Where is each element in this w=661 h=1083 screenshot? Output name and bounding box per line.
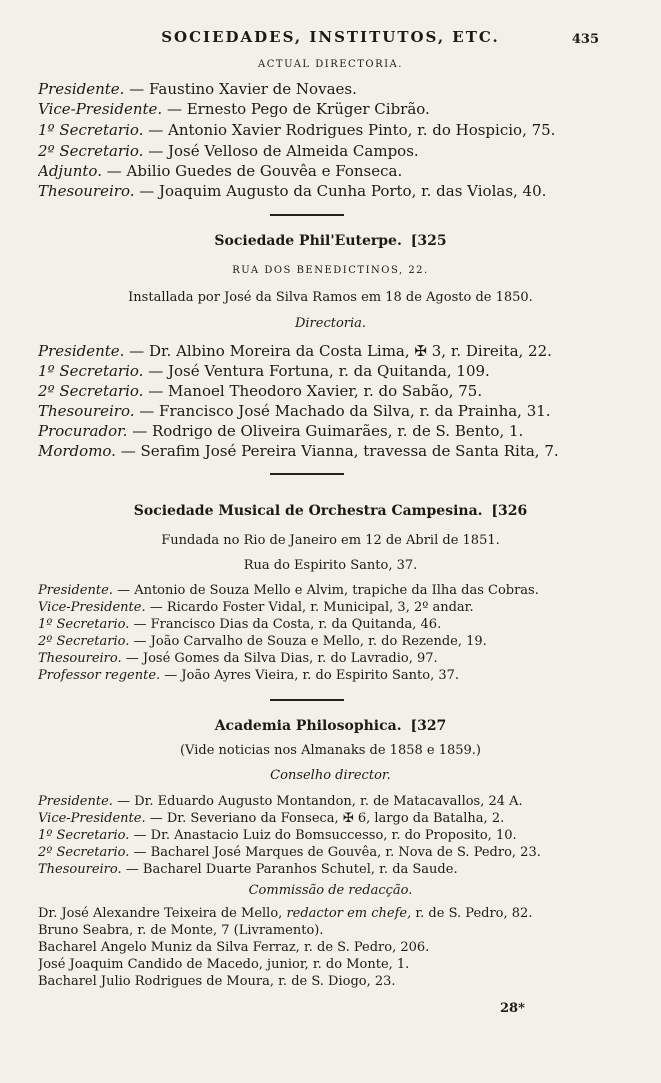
- member-text: — Bacharel Duarte Paranhos Schutel, r. da Saude.: [125, 862, 458, 877]
- board-heading: Directoria.: [294, 316, 367, 331]
- member-line: [38, 441, 608, 461]
- member-role: Thesoureiro.: [38, 651, 122, 666]
- section-subtitle: ACTUAL DIRECTORIA.: [258, 59, 403, 70]
- member-text: — Dr. Albino Moreira da Costa Lima, ✠ 3, r. Direita, 22.: [129, 342, 552, 360]
- member-line: [38, 844, 608, 861]
- member-text: — José Velloso de Almeida Campos.: [148, 142, 419, 160]
- member-role: Thesoureiro.: [38, 402, 135, 420]
- member-text: — Dr. Severiano da Fonseca, ✠ 6, largo da Batalha, 2.: [149, 811, 505, 826]
- member-line: [38, 120, 608, 140]
- member-role: 1º Secretario.: [38, 121, 144, 139]
- member-line: [38, 381, 608, 401]
- member-line: [38, 161, 608, 181]
- member-text: — Faustino Xavier de Novaes.: [129, 80, 357, 98]
- divider-rule: [270, 473, 344, 475]
- committee-address: r. de S. Pedro, 82.: [415, 906, 533, 921]
- section-founded: Fundada no Rio de Janeiro em 12 de Abril de 1851.: [161, 533, 500, 548]
- member-line: [38, 361, 608, 381]
- committee-line: [38, 956, 608, 973]
- section-note: (Vide noticias nos Almanaks de 1858 e 1859.): [179, 743, 482, 758]
- member-line: [38, 341, 608, 361]
- divider-rule: [270, 699, 344, 701]
- running-title: SOCIEDADES, INSTITUTOS, ETC.: [161, 28, 500, 46]
- member-text: — Joaquim Augusto da Cunha Porto, r. das Violas, 40.: [139, 182, 547, 200]
- member-role: Presidente.: [38, 342, 125, 360]
- section-title: [0, 716, 661, 736]
- member-text: — José Gomes da Silva Dias, r. do Lavradio, 97.: [125, 651, 438, 666]
- member-line: [38, 421, 608, 441]
- member-role: Thesoureiro.: [38, 182, 135, 200]
- member-text: — Rodrigo de Oliveira Guimarães, r. de S. Bento, 1.: [132, 422, 524, 440]
- member-role: Thesoureiro.: [38, 862, 122, 877]
- member-role: 1º Secretario.: [38, 362, 144, 380]
- member-text: — Ernesto Pego de Krüger Cibrão.: [166, 100, 430, 118]
- member-text: — Manoel Theodoro Xavier, r. do Sabão, 75.: [148, 382, 483, 400]
- member-role: 1º Secretario.: [38, 617, 130, 632]
- section-title-text: Sociedade Phil'Euterpe.: [214, 233, 402, 249]
- member-role: 2º Secretario.: [38, 382, 144, 400]
- member-role: 2º Secretario.: [38, 142, 144, 160]
- committee-name: Bacharel Julio Rodrigues de Moura, r. de S. Diogo, 23.: [38, 974, 396, 989]
- committee-heading: Commissão de redacção.: [248, 883, 413, 898]
- member-line: [38, 181, 608, 201]
- section-number: [327: [410, 718, 447, 734]
- member-role: 1º Secretario.: [38, 828, 130, 843]
- member-role: 2º Secretario.: [38, 845, 130, 860]
- member-line: [38, 861, 608, 878]
- section-title-text: Sociedade Musical de Orchestra Campesina.: [133, 503, 483, 519]
- member-line: [38, 827, 608, 844]
- member-text: — Francisco Dias da Costa, r. da Quitanda, 46.: [133, 617, 442, 632]
- member-role: Presidente.: [38, 80, 125, 98]
- committee-line: [38, 973, 608, 990]
- member-text: — Serafim José Pereira Vianna, travessa de Santa Rita, 7.: [120, 442, 559, 460]
- section-address: Rua do Espirito Santo, 37.: [243, 558, 418, 573]
- board-heading: Conselho director.: [270, 768, 391, 783]
- member-line: [38, 633, 608, 650]
- member-line: [38, 810, 608, 827]
- member-role: Vice-Presidente.: [38, 811, 146, 826]
- committee-role: redactor em chefe,: [286, 906, 412, 921]
- member-text: — Ricardo Foster Vidal, r. Municipal, 3, 2º andar.: [149, 600, 474, 615]
- member-text: — José Ventura Fortuna, r. da Quitanda, 109.: [148, 362, 490, 380]
- divider-rule: [270, 214, 344, 216]
- member-role: Mordomo.: [38, 442, 116, 460]
- member-line: [38, 99, 608, 119]
- member-role: Vice-Presidente.: [38, 100, 163, 118]
- member-line: [38, 793, 608, 810]
- member-role: Professor regente.: [38, 668, 161, 683]
- member-text: — Antonio de Souza Mello e Alvim, trapiche da Ilha das Cobras.: [117, 583, 539, 598]
- committee-line: [38, 939, 608, 956]
- member-line: [38, 401, 608, 421]
- member-text: — Abilio Guedes de Gouvêa e Fonseca.: [106, 162, 403, 180]
- member-role: Vice-Presidente.: [38, 600, 146, 615]
- committee-line: [38, 905, 608, 922]
- member-text: — João Carvalho de Souza e Mello, r. do Rezende, 19.: [133, 634, 487, 649]
- committee-line: [38, 922, 608, 939]
- member-text: — Dr. Eduardo Augusto Montandon, r. de Matacavallos, 24 A.: [117, 794, 523, 809]
- section-address: RUA DOS BENEDICTINOS, 22.: [232, 265, 429, 276]
- member-role: Presidente.: [38, 583, 113, 598]
- printer-signature: 28*: [500, 1001, 525, 1016]
- member-line: [38, 650, 608, 667]
- member-line: [38, 79, 608, 99]
- committee-name: Bacharel Angelo Muniz da Silva Ferraz, r. de S. Pedro, 206.: [38, 940, 430, 955]
- section-number: [326: [491, 503, 528, 519]
- member-role: Presidente.: [38, 794, 113, 809]
- page-number: 435: [571, 32, 599, 47]
- section-number: [325: [410, 233, 447, 249]
- member-line: [38, 616, 608, 633]
- member-role: Adjunto.: [38, 162, 102, 180]
- member-text: — Bacharel José Marques de Gouvêa, r. Nova de S. Pedro, 23.: [133, 845, 541, 860]
- section-title-text: Academia Philosophica.: [214, 718, 402, 734]
- member-line: [38, 141, 608, 161]
- member-text: — Francisco José Machado da Silva, r. da Prainha, 31.: [139, 402, 551, 420]
- committee-name: Dr. José Alexandre Teixeira de Mello,: [38, 906, 283, 921]
- section-title: [0, 501, 661, 521]
- committee-name: Bruno Seabra, r. de Monte, 7 (Livramento).: [38, 923, 324, 938]
- member-text: — João Ayres Vieira, r. do Espirito Santo, 37.: [164, 668, 460, 683]
- member-line: [38, 582, 608, 599]
- member-text: — Dr. Anastacio Luiz do Bomsuccesso, r. do Proposito, 10.: [133, 828, 517, 843]
- committee-name: José Joaquim Candido de Macedo, junior, r. do Monte, 1.: [38, 957, 410, 972]
- member-role: 2º Secretario.: [38, 634, 130, 649]
- member-line: [38, 599, 608, 616]
- member-role: Procurador.: [38, 422, 128, 440]
- section-founded: Installada por José da Silva Ramos em 18 de Agosto de 1850.: [128, 290, 533, 305]
- member-line: [38, 667, 608, 684]
- section-title: [0, 231, 661, 251]
- member-text: — Antonio Xavier Rodrigues Pinto, r. do Hospicio, 75.: [148, 121, 556, 139]
